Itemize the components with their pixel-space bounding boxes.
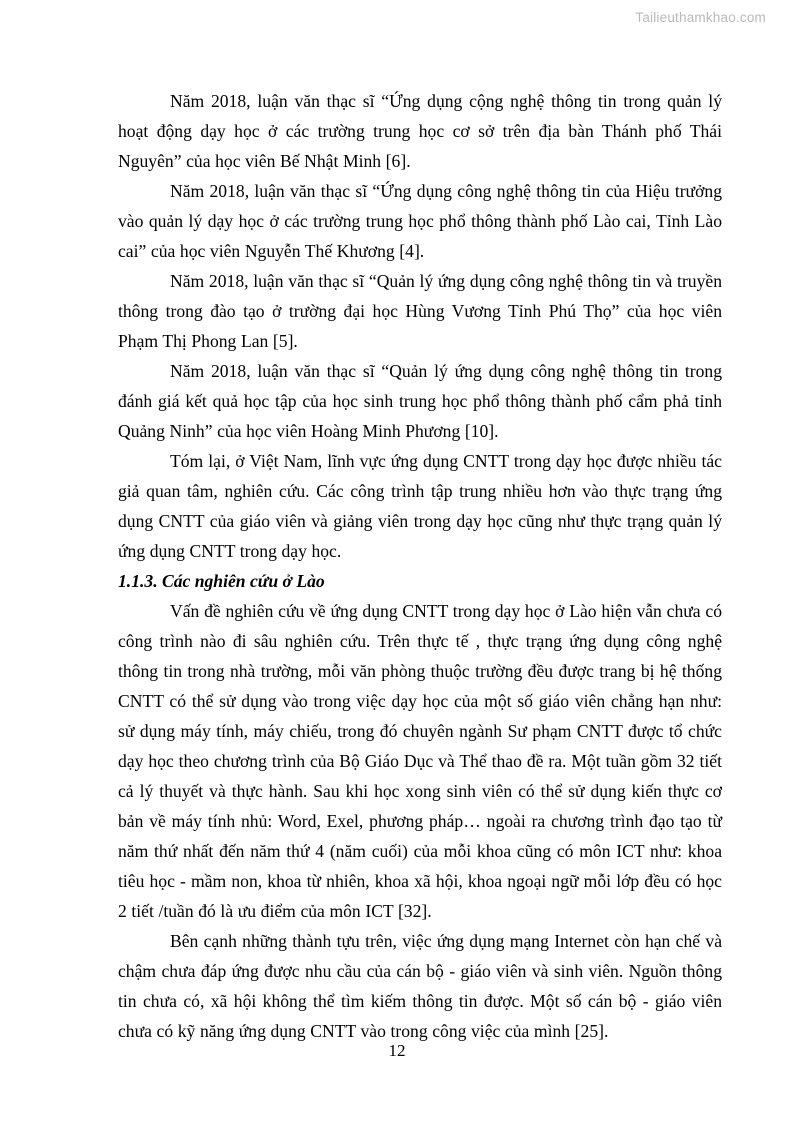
- paragraph-7: Bên cạnh những thành tựu trên, việc ứng dụng mạng Internet còn hạn chế và chậm chưa đáp ứng được nhu cầu của cán bộ - giáo viên và sinh viên. Nguồn thông tin chưa có, xã hội không thể tìm kiếm thông tin được. Một số cán bộ - giáo viên chưa có kỹ năng ứng dụng CNTT vào trong công việc của mình [25].: [118, 931, 722, 1041]
- paragraph-1: Năm 2018, luận văn thạc sĩ “Ứng dụng cộng nghệ thông tin trong quản lý hoạt động dạy học ở các trường trung học cơ sở trên địa bàn Thánh phố Thái Nguyên” của học viên Bế Nhật Minh [6].: [118, 91, 722, 171]
- paragraph-2: Năm 2018, luận văn thạc sĩ “Ứng dụng công nghệ thông tin của Hiệu trưởng vào quản lý dạy học ở các trường trung học phổ thông thành phố Lào cai, Tỉnh Lào cai” của học viên Nguyễn Thế Khương [4].: [118, 181, 722, 261]
- paragraph-5-summary: Tóm lại, ở Việt Nam, lĩnh vực ứng dụng CNTT trong dạy học được nhiều tác giả quan tâm, nghiên cứu. Các công trình tập trung nhiều hơn vào thực trạng ứng dụng CNTT của giáo viên và giảng viên trong dạy học cũng như thực trạng quản lý ứng dụng CNTT trong dạy học.: [118, 451, 722, 561]
- page-body-content: [118, 86, 722, 1046]
- section-heading-1-1-3: 1.1.3. Các nghiên cứu ở Lào: [118, 571, 325, 591]
- paragraph-6: Vấn đề nghiên cứu về ứng dụng CNTT trong dạy học ở Lào hiện vẫn chưa có công trình nào đi sâu nghiên cứu. Trên thực tế , thực trạng ứng dụng công nghệ thông tin trong nhà trường, mỗi văn phòng thuộc trường đều được trang bị hệ thống CNTT có thể sử dụng vào trong việc dạy học của một số giáo viên chẳng hạn như: sử dụng máy tính, máy chiếu, trong đó chuyên ngành Sư phạm CNTT được tổ chức dạy học theo chương trình của Bộ Giáo Dục và Thể thao đề ra. Một tuần gồm 32 tiết cả lý thuyết và thực hành. Sau khi học xong sinh viên có thể sử dụng kiến thực cơ bản về máy tính nhủ: Word, Exel, phương pháp… ngoài ra chương trình đạo tạo từ năm thứ nhất đến năm thứ 4 (năm cuối) của mỗi khoa cũng có môn ICT như: khoa tiêu học - mầm non, khoa từ nhiên, khoa xã hội, khoa ngoại ngữ mỗi lớp đều có học 2 tiết /tuần đó là ưu điểm của môn ICT [32].: [118, 601, 722, 921]
- paragraph-4: Năm 2018, luận văn thạc sĩ “Quản lý ứng dụng công nghệ thông tin trong đánh giá kết quả học tập của học sinh trung học phổ thông thành phố cẩm phả tỉnh Quảng Ninh” của học viên Hoàng Minh Phương [10].: [118, 361, 722, 441]
- page-number: 12: [388, 1041, 406, 1060]
- watermark-text: Tailieuthamkhao.com: [635, 10, 766, 25]
- paragraph-3: Năm 2018, luận văn thạc sĩ “Quản lý ứng dụng công nghệ thông tin và truyền thông trong đào tạo ở trường đại học Hùng Vương Tỉnh Phú Thọ” của học viên Phạm Thị Phong Lan [5].: [118, 271, 722, 351]
